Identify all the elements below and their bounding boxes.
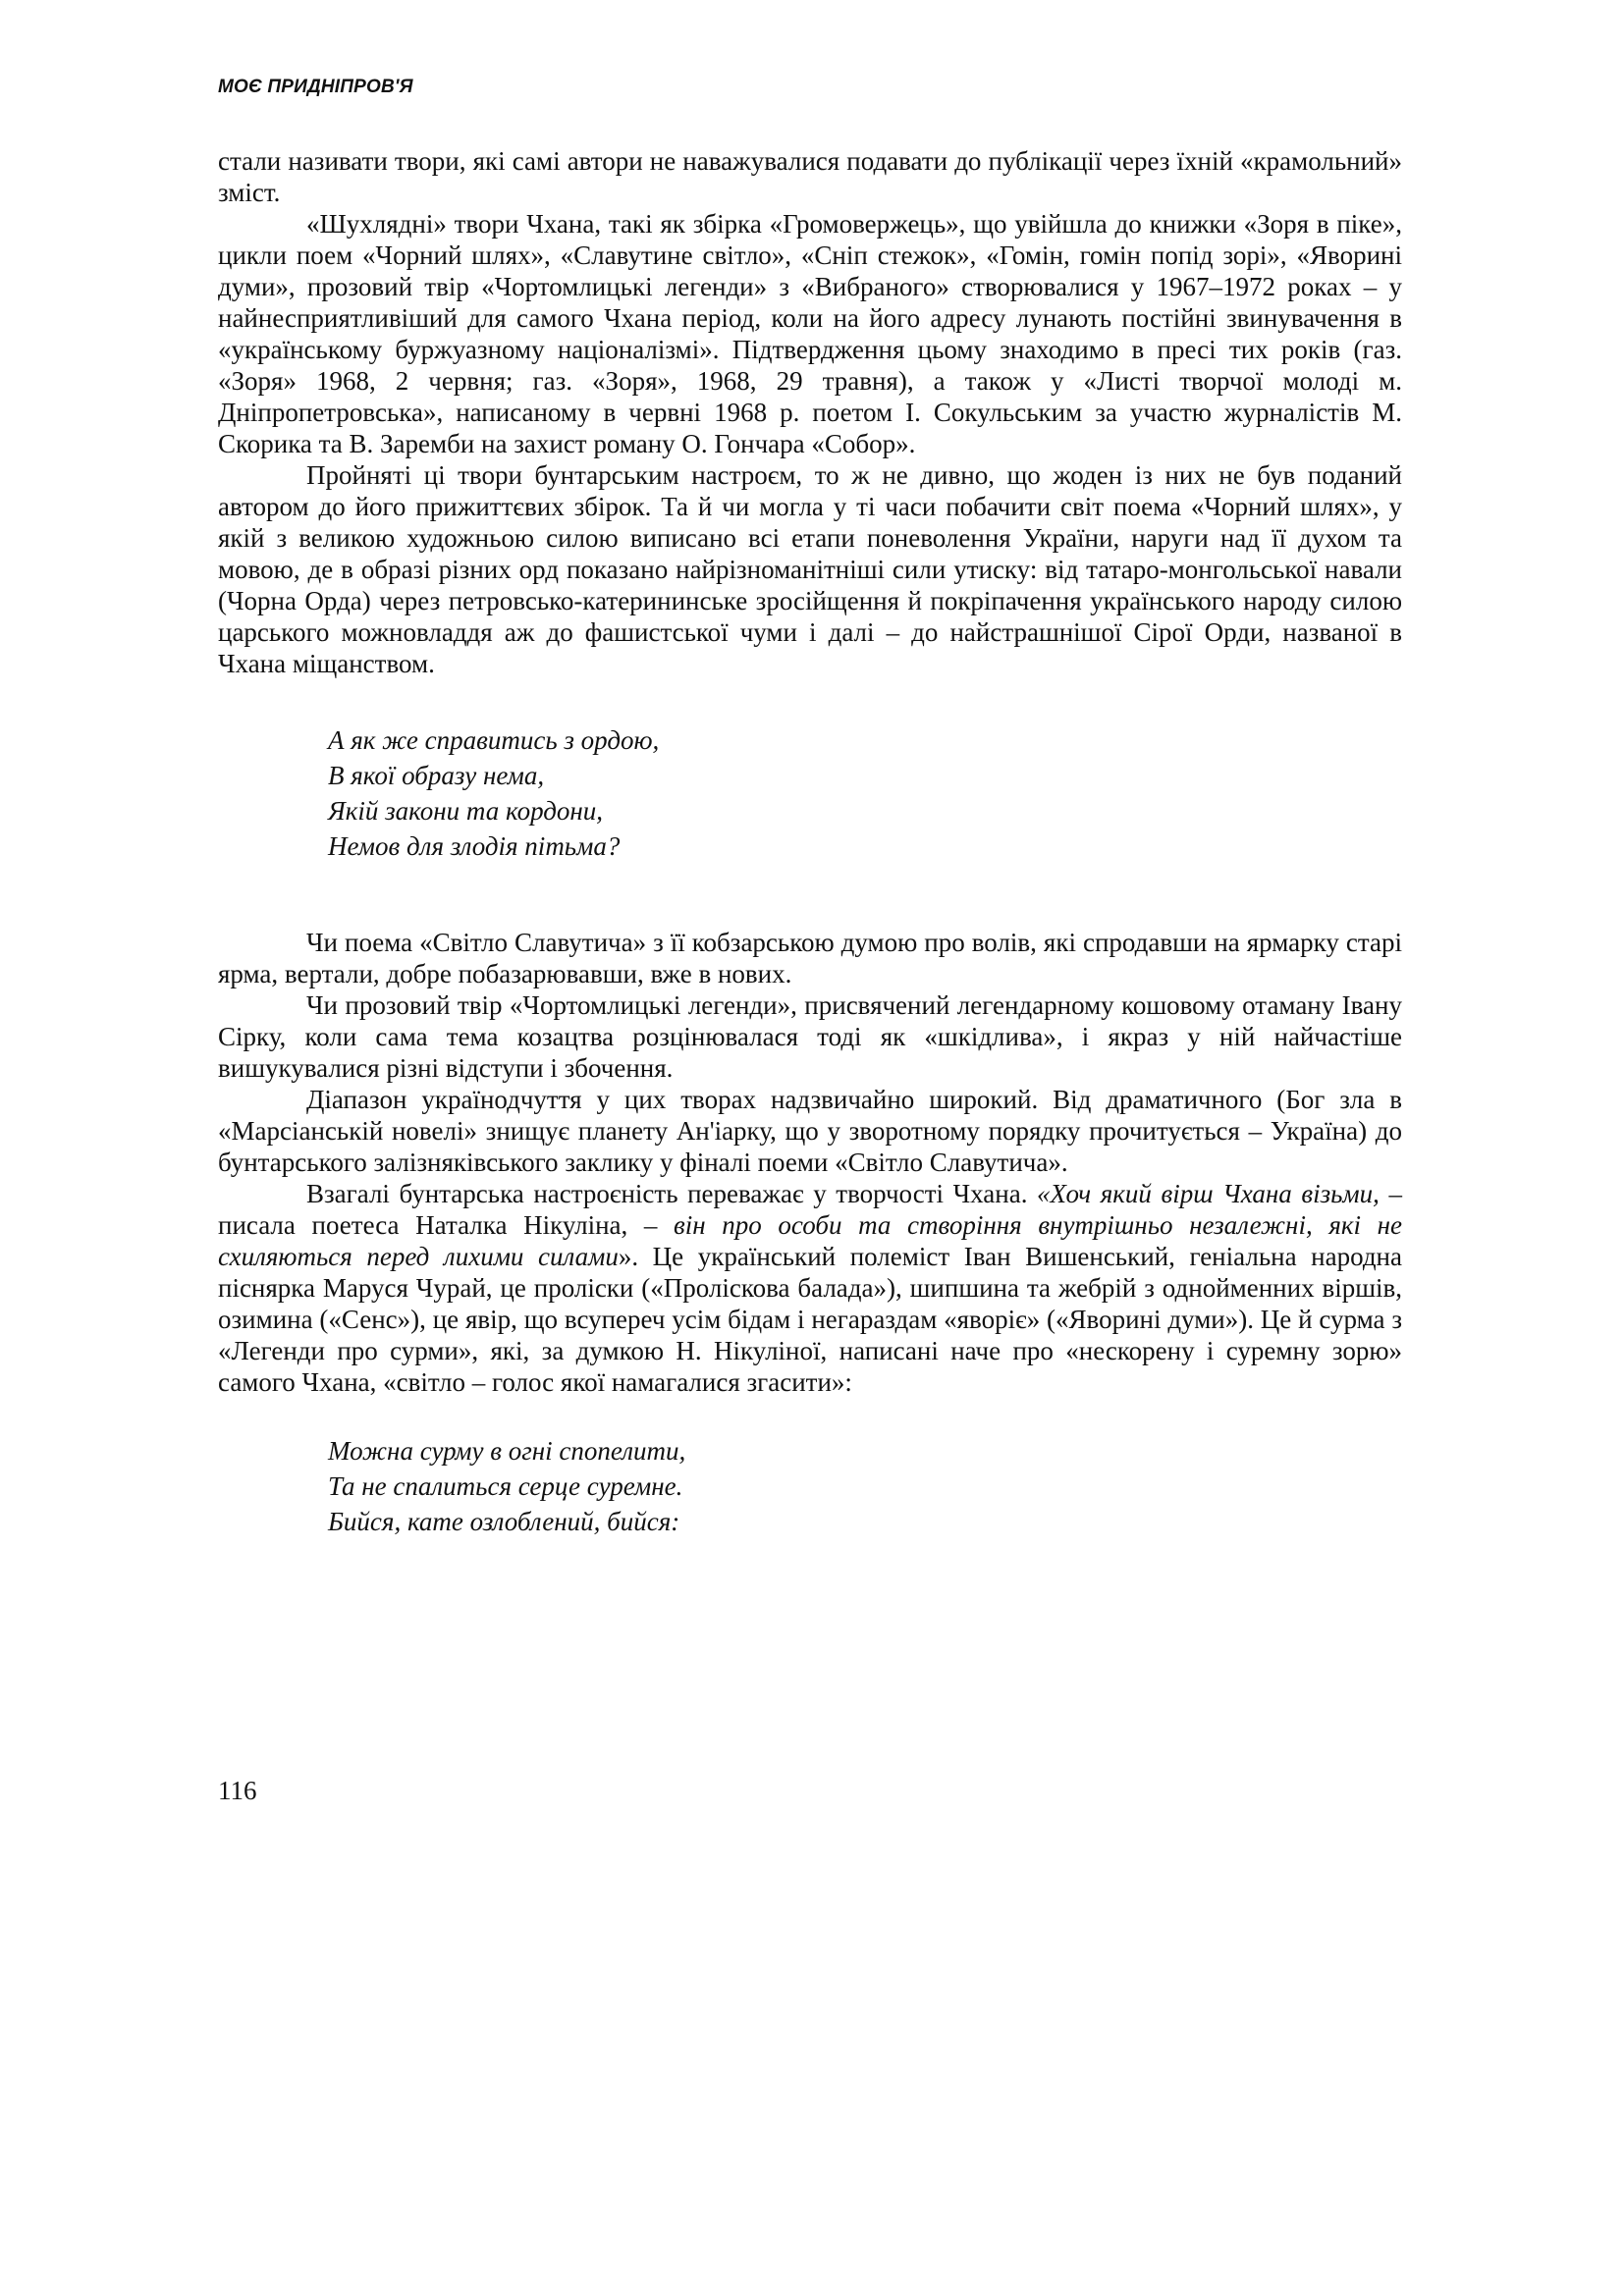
paragraph-7-start: Взагалі бунтарська настроєність переважає у творчості Чхана. <box>306 1179 1038 1208</box>
paragraph-7 <box>218 1178 1402 1398</box>
paragraph-7-mid: – писала поетеса Наталка Нікуліна, <box>218 1179 1402 1240</box>
quote-nikulina-b: – він про особи та створіння внутрішньо незалежні, які не схиляються перед лихими силами <box>218 1210 1402 1271</box>
body-text <box>218 145 1402 1539</box>
paragraph-4: Чи поема «Світло Славутича» з її кобзарською думою про волів, які спродавши на ярмарку старі ярма, вертали, добре побазарювавши, вже в нових. <box>218 928 1402 988</box>
verse-line: Якій закони та кордони, <box>328 796 604 826</box>
paragraph-5: Чи прозовий твір «Чортомлицькі легенди», присвячений легендарному кошовому отаману Івану Сірку, коли сама тема козацтва розцінювалася тоді як «шкідлива», і якраз у ній найчастіше вишукувалися різні відступи і збочення. <box>218 990 1402 1083</box>
verse-line: А як же справитись з ордою, <box>328 725 660 755</box>
verse-line: Та не спалиться серце суремне. <box>328 1471 683 1501</box>
paragraph-3: Пройняті ці твори бунтарським настроєм, то ж не дивно, що жоден із них не був поданий автором до його прижиттєвих збірок. Та й чи могла у ті часи побачити світ поема «Чорний шлях», у якій з великою художньою силою виписано всі етапи поневолення України, наруги над її духом та мовою, де в образі різних орд показано найрізноманітніші сили утиску: від татаро-монгольської навали (Чорна Орда) через петровсько-катерининське зросійщення й покріпачення українського народу силою царського можновладдя аж до фашистської чуми і далі – до найстрашнішої Сірої Орди, названої в Чхана міщанством. <box>218 460 1402 678</box>
paragraph-2: «Шухлядні» твори Чхана, такі як збірка «Громовержець», що увійшла до книжки «Зоря в піке», цикли поем «Чорний шлях», «Славутине світло», «Сніп стежок», «Гомін, гомін попід зорі», «Яворині думи», прозовий твір «Чортомлицькі легенди» з «Вибраного» створювалися у 1967–1972 роках – у найнесприятливіший для самого Чхана період, коли на його адресу лунають постійні звинувачення в «українському буржуазному націоналізмі». Підтвердження цьому знаходимо в пресі тих років (газ. «Зоря» 1968, 2 червня; газ. «Зоря», 1968, 29 травня), а також у «Листі творчої молоді м. Дніпропетровська», написаному в червні 1968 р. поетом І. Сокульським за участю журналістів М. Скорика та В. Заремби на захист роману О. Гончара «Собор». <box>218 209 1402 458</box>
verse-line: В якої образу нема, <box>328 761 545 790</box>
verse-stanza-1 <box>218 722 1402 864</box>
paragraph-7-end: ». Це український полеміст Іван Вишенський, геніальна народна піснярка Маруся Чурай, це проліски («Пролiскова балада»), шипшина та жебрій з однойменних віршів, озимина («Сенс»), це явір, що всупереч усім бідам і негараздам «яворіє» («Яворині думи»). Це й сурма з «Легенди про сурми», які, за думкою Н. Нікуліної, написані наче про «нескорену і суремну зорю» самого Чхана, «світло – голос якої намагалися згасити»: <box>218 1242 1402 1397</box>
verse-line: Немов для злодія пітьма? <box>328 831 621 861</box>
quote-nikulina-a: «Хоч який вірш Чхана візьми, <box>1037 1179 1380 1208</box>
page-number: 116 <box>218 1776 257 1805</box>
verse-line: Можна сурму в огні спопелити, <box>328 1436 686 1466</box>
paragraph-1: стали називати твори, які самі автори не наважувалися подавати до публікації через їхній «крамольний» зміст. <box>218 146 1402 207</box>
verse-line: Бийся, кате озлоблений, бийся: <box>328 1507 680 1536</box>
running-head: МОЄ ПРИДНІПРОВ'Я <box>218 77 413 97</box>
paragraph-6: Діапазон українодчуття у цих творах надзвичайно широкий. Від драматичного (Бог зла в «Марсіанській новелі» знищує планету Ан'іарку, що у зворотному порядку прочитується – Україна) до бунтарського залізняківського заклику у фіналі поеми «Світло Славутича». <box>218 1085 1402 1177</box>
verse-stanza-2 <box>218 1433 1402 1539</box>
